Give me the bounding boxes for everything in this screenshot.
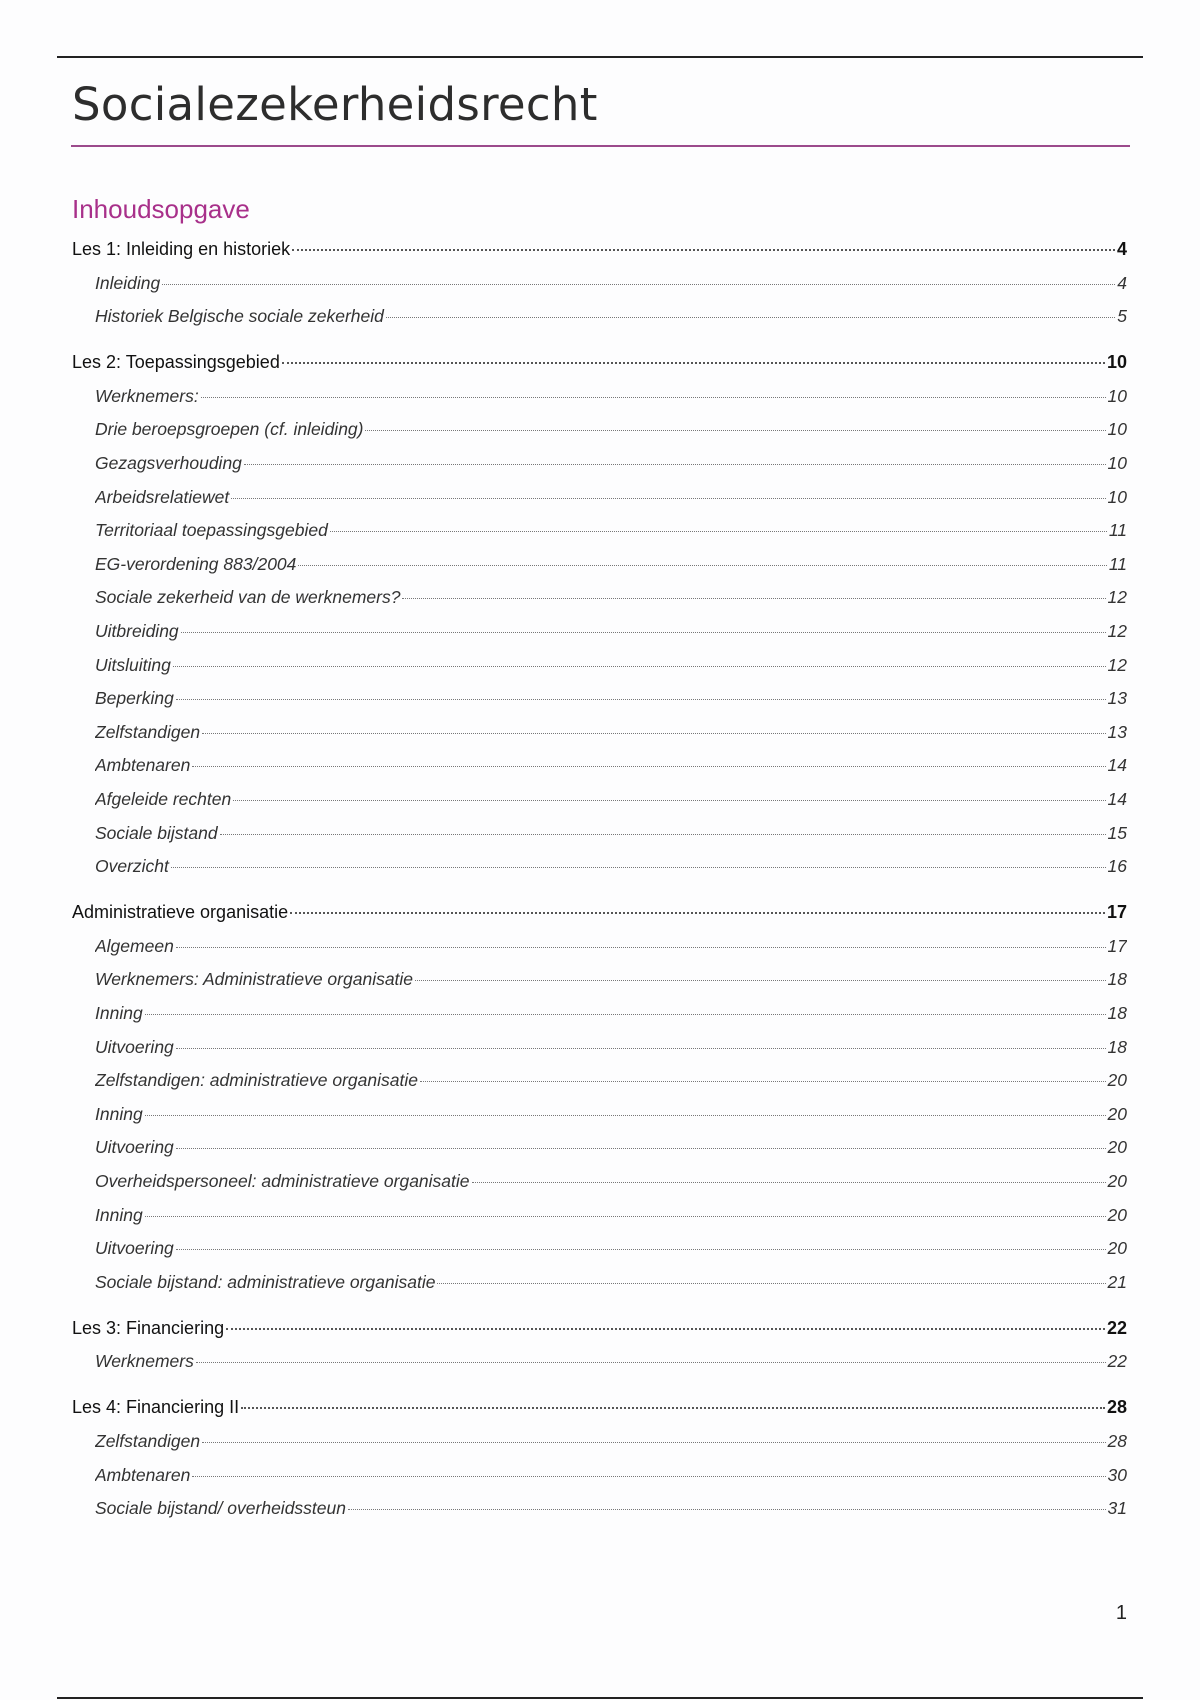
toc-dot-leader xyxy=(145,1216,1106,1217)
toc-entry-title: Afgeleide rechten xyxy=(95,789,232,809)
toc-dot-leader xyxy=(176,1148,1106,1149)
toc-entry-page: 22 xyxy=(1106,1317,1127,1338)
toc-entry-page: 5 xyxy=(1117,306,1127,327)
toc-section-entry[interactable] xyxy=(95,969,1127,995)
toc-entry-title: Inning xyxy=(95,1003,143,1023)
toc-dot-leader xyxy=(173,666,1106,667)
toc-section-entry[interactable] xyxy=(95,1498,1127,1524)
toc-dot-leader xyxy=(330,531,1107,532)
toc-dot-leader xyxy=(162,284,1115,285)
toc-dot-leader xyxy=(181,632,1106,633)
toc-section-entry[interactable] xyxy=(95,554,1127,580)
toc-entry-title: Algemeen xyxy=(95,935,174,956)
toc-entry-page: 10 xyxy=(1106,352,1127,373)
toc-entry-title: Arbeidsrelatiewet xyxy=(95,486,230,507)
toc-section-entry[interactable] xyxy=(95,823,1127,849)
page-bottom-rule xyxy=(57,1697,1143,1699)
toc-dot-leader xyxy=(176,1048,1106,1049)
toc-entry-page: 18 xyxy=(1107,1036,1127,1057)
toc-dot-leader xyxy=(365,430,1105,431)
toc-entry-title: Uitbreiding xyxy=(95,621,179,641)
toc-entry-page: 13 xyxy=(1107,688,1127,709)
toc-entry-title: Beperking xyxy=(95,688,174,709)
toc-chapter-entry[interactable] xyxy=(72,1318,1127,1344)
toc-entry-page: 13 xyxy=(1107,721,1127,742)
toc-entry-title: Werknemers: xyxy=(95,385,199,406)
toc-entry-page: 20 xyxy=(1107,1103,1127,1124)
toc-entry-page: 22 xyxy=(1107,1351,1127,1372)
page-number: 1 xyxy=(1115,1602,1127,1624)
toc-dot-leader xyxy=(290,912,1105,914)
toc-entry-page: 12 xyxy=(1107,587,1127,608)
toc-section-entry[interactable] xyxy=(95,1238,1127,1264)
toc-dot-leader xyxy=(176,1249,1106,1250)
toc-dot-leader xyxy=(145,1115,1106,1116)
toc-section-entry[interactable] xyxy=(95,273,1127,299)
toc-entry-page: 16 xyxy=(1107,856,1127,877)
toc-section-entry[interactable] xyxy=(95,1137,1127,1163)
toc-entry-title: Zelfstandigen xyxy=(95,1431,201,1451)
toc-entry-title: Inning xyxy=(95,1103,143,1124)
toc-entry-page: 14 xyxy=(1107,755,1127,776)
toc-entry-page: 18 xyxy=(1107,1003,1127,1023)
toc-entry-page: 11 xyxy=(1108,520,1127,541)
toc-section-entry[interactable] xyxy=(95,1351,1127,1377)
toc-entry-page: 15 xyxy=(1107,822,1127,843)
toc-dot-leader xyxy=(226,1328,1105,1330)
toc-entry-page: 28 xyxy=(1106,1397,1127,1418)
toc-dot-leader xyxy=(231,498,1105,499)
toc-dot-leader xyxy=(244,464,1106,465)
toc-chapter-entry[interactable] xyxy=(72,239,1127,265)
toc-section-entry[interactable] xyxy=(95,755,1127,781)
toc-entry-page: 10 xyxy=(1107,385,1127,406)
toc-entry-page: 31 xyxy=(1107,1498,1127,1519)
toc-entry-title: Overzicht xyxy=(95,856,169,877)
toc-chapter-entry[interactable] xyxy=(72,352,1127,378)
toc-dot-leader xyxy=(192,766,1105,767)
document-title: Socialezekerheidsrecht xyxy=(72,78,598,131)
toc-entry-page: 21 xyxy=(1107,1271,1127,1292)
toc-entry-title: Uitvoering xyxy=(95,1036,174,1057)
toc-section-entry[interactable] xyxy=(95,520,1127,546)
toc-section-entry[interactable] xyxy=(95,487,1127,513)
toc-entry-title: Sociale bijstand/ overheidssteun xyxy=(95,1498,346,1519)
toc-section-entry[interactable] xyxy=(95,688,1127,714)
toc-entry-title: Administratieve organisatie xyxy=(72,902,289,923)
toc-dot-leader xyxy=(202,1442,1105,1443)
toc-entry-page: 14 xyxy=(1107,789,1127,809)
toc-entry-page: 18 xyxy=(1107,969,1127,990)
toc-entry-title: Les 2: Toepassingsgebied xyxy=(72,352,280,373)
toc-dot-leader xyxy=(196,1362,1106,1363)
toc-section-entry[interactable] xyxy=(95,621,1127,647)
toc-dot-leader xyxy=(386,317,1115,318)
toc-entry-page: 10 xyxy=(1107,453,1127,473)
toc-entry-title: Gezagsverhouding xyxy=(95,453,242,473)
toc-entry-page: 17 xyxy=(1106,902,1127,923)
toc-section-entry[interactable] xyxy=(95,856,1127,882)
toc-section-entry[interactable] xyxy=(95,1104,1127,1130)
toc-dot-leader xyxy=(220,834,1106,835)
toc-section-entry[interactable] xyxy=(95,1171,1127,1197)
toc-entry-title: Inning xyxy=(95,1204,143,1225)
toc-entry-title: Territoriaal toepassingsgebied xyxy=(95,520,328,541)
toc-entry-title: EG-verordening 883/2004 xyxy=(95,553,297,574)
toc-dot-leader xyxy=(192,1476,1105,1477)
toc-entry-title: Sociale bijstand: administratieve organisatie xyxy=(95,1271,436,1292)
toc-dot-leader xyxy=(202,733,1105,734)
toc-dot-leader xyxy=(233,800,1105,801)
toc-section-entry[interactable] xyxy=(95,1003,1127,1029)
toc-section-entry[interactable] xyxy=(95,306,1127,332)
toc-entry-title: Sociale zekerheid van de werknemers? xyxy=(95,587,401,608)
toc-dot-leader xyxy=(171,867,1106,868)
toc-entry-title: Zelfstandigen: administratieve organisatie xyxy=(95,1070,418,1091)
toc-dot-leader xyxy=(402,598,1105,599)
toc-section-entry[interactable] xyxy=(95,722,1127,748)
toc-entry-title: Ambtenaren xyxy=(95,755,191,776)
toc-dot-leader xyxy=(176,947,1106,948)
toc-entry-title: Uitvoering xyxy=(95,1137,174,1158)
toc-section-entry[interactable] xyxy=(95,1037,1127,1063)
toc-entry-title: Sociale bijstand xyxy=(95,822,218,843)
toc-section-entry[interactable] xyxy=(95,419,1127,445)
toc-dot-leader xyxy=(420,1081,1106,1082)
toc-entry-title: Inleiding xyxy=(95,272,161,293)
toc-section-entry[interactable] xyxy=(95,789,1127,815)
toc-entry-title: Les 4: Financiering II xyxy=(72,1397,240,1418)
toc-entry-title: Werknemers: Administratieve organisatie xyxy=(95,969,414,990)
toc-chapter-entry[interactable] xyxy=(72,902,1127,928)
toc-entry-page: 10 xyxy=(1107,486,1127,507)
toc-section-entry[interactable] xyxy=(95,655,1127,681)
toc-entry-page: 30 xyxy=(1107,1464,1127,1485)
toc-entry-page: 20 xyxy=(1107,1204,1127,1225)
toc-entry-title: Les 3: Financiering xyxy=(72,1317,225,1338)
toc-entry-title: Zelfstandigen xyxy=(95,721,201,742)
toc-dot-leader xyxy=(145,1014,1106,1015)
toc-entry-title: Werknemers xyxy=(95,1351,194,1372)
toc-section-entry[interactable] xyxy=(95,587,1127,613)
toc-entry-page: 17 xyxy=(1107,935,1127,956)
toc-entry-page: 4 xyxy=(1116,239,1127,259)
toc-dot-leader xyxy=(298,565,1106,566)
toc-dot-leader xyxy=(472,1182,1106,1183)
toc-entry-page: 20 xyxy=(1107,1171,1127,1191)
toc-entry-title: Ambtenaren xyxy=(95,1464,191,1485)
toc-section-entry[interactable] xyxy=(95,1431,1127,1457)
toc-heading: Inhoudsopgave xyxy=(72,194,250,224)
toc-entry-title: Historiek Belgische sociale zekerheid xyxy=(95,306,384,327)
toc-entry-page: 28 xyxy=(1107,1431,1127,1451)
toc-entry-title: Drie beroepsgroepen (cf. inleiding) xyxy=(95,419,364,440)
toc-dot-leader xyxy=(282,362,1105,364)
toc-entry-page: 12 xyxy=(1107,654,1127,675)
toc-dot-leader xyxy=(241,1407,1105,1409)
toc-dot-leader xyxy=(201,397,1106,398)
toc-entry-page: 10 xyxy=(1107,419,1127,440)
toc-entry-title: Les 1: Inleiding en historiek xyxy=(72,239,291,259)
toc-entry-title: Overheidspersoneel: administratieve organisatie xyxy=(95,1171,470,1191)
toc-entry-page: 20 xyxy=(1107,1137,1127,1158)
toc-entry-page: 4 xyxy=(1117,272,1127,293)
toc-dot-leader xyxy=(348,1509,1106,1510)
toc-section-entry[interactable] xyxy=(95,1465,1127,1491)
toc-section-entry[interactable] xyxy=(95,1070,1127,1096)
toc-dot-leader xyxy=(437,1283,1105,1284)
toc-section-entry[interactable] xyxy=(95,453,1127,479)
toc-entry-title: Uitsluiting xyxy=(95,654,171,675)
toc-dot-leader xyxy=(415,980,1105,981)
toc-section-entry[interactable] xyxy=(95,386,1127,412)
toc-entry-page: 20 xyxy=(1107,1070,1127,1091)
toc-dot-leader xyxy=(176,699,1106,700)
toc-entry-page: 11 xyxy=(1108,553,1127,574)
toc-dot-leader xyxy=(292,249,1115,251)
toc-entry-page: 20 xyxy=(1107,1238,1127,1259)
toc-entry-title: Uitvoering xyxy=(95,1238,174,1259)
toc-entry-page: 12 xyxy=(1107,621,1127,641)
toc-section-entry[interactable] xyxy=(95,1205,1127,1231)
toc-section-entry[interactable] xyxy=(95,936,1127,962)
toc-chapter-entry[interactable] xyxy=(72,1397,1127,1423)
toc-section-entry[interactable] xyxy=(95,1272,1127,1298)
